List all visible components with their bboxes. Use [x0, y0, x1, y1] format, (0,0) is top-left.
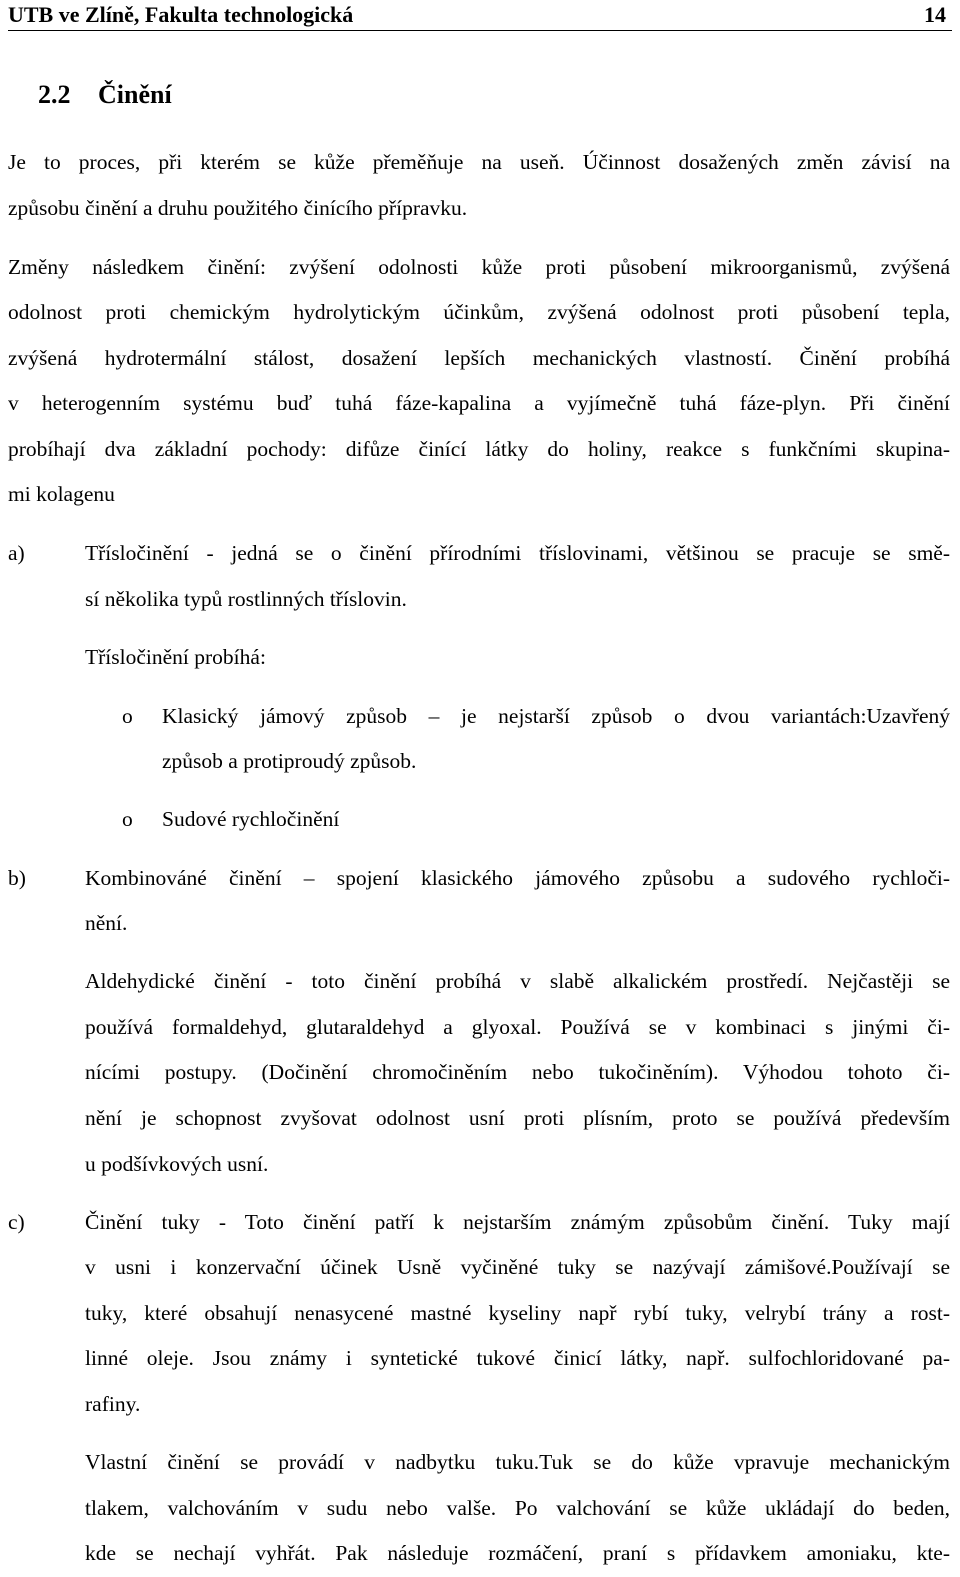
list-item-line: Třísločinění - jedná se o činění přírodními tříslovinami, většinou se pracuje se smě- [85, 541, 950, 565]
subheading: Třísločinění probíhá: [85, 645, 266, 669]
paragraph-line: používá formaldehyd, glutaraldehyd a glyoxal. Používá se v kombinaci s jinými či- [85, 1015, 950, 1039]
list-item-line: nění. [85, 911, 128, 935]
page-number: 14 [924, 2, 946, 27]
list-item-line: Činění tuky - Toto činění patří k nejstarším známým způsobům činění. Tuky mají [85, 1210, 950, 1234]
section-title: Činění [98, 80, 172, 109]
paragraph-line: zvýšená hydrotermální stálost, dosažení lepších mechanických vlastností. Činění probíhá [8, 346, 950, 370]
paragraph-line: odolnost proti chemickým hydrolytickým účinkům, zvýšená odolnost proti působení tepla, [8, 300, 950, 324]
paragraph-line: Aldehydické činění - toto činění probíhá v slabě alkalickém prostředí. Nejčastěji se [85, 969, 950, 993]
list-item-line: Kombinováné činění – spojení klasického jámového způsobu a sudového rychloči- [85, 866, 950, 890]
paragraph-line: nícími postupy. (Dočinění chromočiněním nebo tukočiněním). Výhodou tohoto či- [85, 1060, 950, 1084]
bullet-line: Sudové rychločinění [162, 807, 340, 831]
bullet-marker: o [122, 704, 133, 728]
paragraph-line: Vlastní činění se provádí v nadbytku tuku.Tuk se do kůže vpravuje mechanickým [85, 1450, 950, 1474]
paragraph-line: v heterogenním systému buď tuhá fáze-kapalina a vyjímečně tuhá fáze-plyn. Při činění [8, 391, 950, 415]
list-item-line: linné oleje. Jsou známy i syntetické tukové činicí látky, např. sulfochloridované pa- [85, 1346, 950, 1370]
list-label-c: c) [8, 1210, 25, 1234]
bullet-line: způsob a protiproudý způsob. [162, 749, 417, 773]
paragraph-line: u podšívkových usní. [85, 1152, 269, 1176]
section-number: 2.2 [38, 80, 71, 109]
paragraph-line: mi kolagenu [8, 482, 115, 506]
bullet-line: Klasický jámový způsob – je nejstarší způsob o dvou variantách:Uzavřený [162, 704, 950, 728]
list-label-a: a) [8, 541, 25, 565]
paragraph-line: Je to proces, při kterém se kůže přeměňuje na useň. Účinnost dosažených změn závisí na [8, 150, 950, 174]
paragraph-line: Změny následkem činění: zvýšení odolnosti kůže proti působení mikroorganismů, zvýšená [8, 255, 950, 279]
list-label-b: b) [8, 866, 26, 890]
paragraph-line: tlakem, valchováním v sudu nebo valše. Po valchování se kůže ukládají do beden, [85, 1496, 950, 1520]
paragraph-line: způsobu činění a druhu použitého činícího přípravku. [8, 196, 468, 220]
paragraph-line: probíhají dva základní pochody: difůze činící látky do holiny, reakce s funkčními skupina- [8, 437, 950, 461]
header-institution: UTB ve Zlíně, Fakulta technologická [8, 2, 354, 27]
list-item-line: rafiny. [85, 1392, 141, 1416]
list-item-line: v usni i konzervační účinek Usně vyčiněné tuky se nazývají zámišové.Používají se [85, 1255, 950, 1279]
page-header [8, 0, 952, 31]
section-heading [38, 80, 172, 110]
paragraph-line: kde se nechají vyhřát. Pak následuje rozmáčení, praní s přídavkem amoniaku, kte- [85, 1541, 950, 1565]
list-item-line: tuky, které obsahují nenasycené mastné kyseliny např rybí tuky, velrybí trány a rost- [85, 1301, 950, 1325]
list-item-line: sí několika typů rostlinných tříslovin. [85, 587, 407, 611]
paragraph-line: nění je schopnost zvyšovat odolnost usní proti plísním, proto se používá především [85, 1106, 950, 1130]
bullet-marker: o [122, 807, 133, 831]
